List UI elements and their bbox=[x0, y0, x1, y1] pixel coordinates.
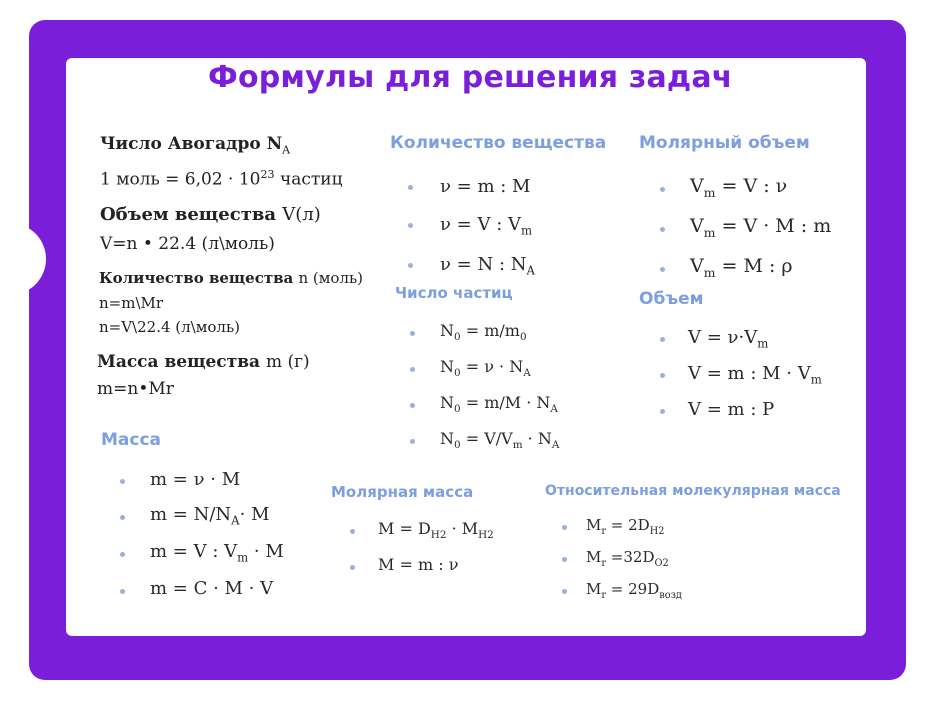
bullet-icon bbox=[660, 337, 665, 342]
list-item: ν = V : $V_m$ bbox=[408, 206, 628, 246]
amount-section-heading: Количество вещества bbox=[390, 133, 607, 153]
volume-formula: V=n • 22.4 (л\моль) bbox=[100, 234, 275, 254]
relative-mass-heading: Относительная молекулярная масса bbox=[545, 483, 841, 499]
list-item: ν = m : M bbox=[408, 170, 628, 206]
list-item: m = ν · M bbox=[120, 464, 330, 499]
relative-mass-formula-list bbox=[562, 512, 762, 608]
bullet-icon bbox=[660, 187, 665, 192]
bullet-icon bbox=[660, 267, 665, 272]
bullet-icon bbox=[120, 515, 125, 520]
bullet-icon bbox=[120, 552, 125, 557]
list-item: V = m : $M \cdot V_m$ bbox=[660, 358, 860, 394]
mass-heading: Масса вещества m (г) bbox=[97, 352, 310, 372]
particles-formula-list bbox=[410, 316, 630, 460]
bullet-icon bbox=[562, 589, 567, 594]
avogadro-formula: 1 моль = $6,02 \cdot 10^{23}$ частиц bbox=[100, 168, 343, 190]
volume-formula-list bbox=[660, 322, 860, 430]
list-item: $N_0 = \nu \cdot N_A$ bbox=[410, 352, 630, 388]
mass-section-heading: Масса bbox=[101, 430, 162, 450]
bullet-icon bbox=[562, 525, 567, 530]
bullet-icon bbox=[350, 565, 355, 570]
list-item: $M_r = 29D_{возд}$ bbox=[562, 576, 762, 608]
amount-formula-2: n=V\22.4 (л\моль) bbox=[99, 318, 240, 336]
list-item: V = m : P bbox=[660, 394, 860, 430]
bullet-icon bbox=[408, 223, 413, 228]
list-item: $V = \nu\cdot V_m$ bbox=[660, 322, 860, 358]
bullet-icon bbox=[410, 331, 415, 336]
molar-volume-heading: Молярный объем bbox=[639, 133, 810, 153]
amount-formula-1: n=m\Mr bbox=[99, 294, 164, 312]
list-item: $M_r =32D_{O2}$ bbox=[562, 544, 762, 576]
bullet-icon bbox=[410, 439, 415, 444]
list-item: $V_m = V$ : ν bbox=[660, 170, 860, 210]
bullet-icon bbox=[660, 409, 665, 414]
list-item: $N_0 = m/M \cdot N_A$ bbox=[410, 388, 630, 424]
list-item: $V_m = V \cdot M$ : m bbox=[660, 210, 860, 250]
volume-heading: Объем вещества V(л) bbox=[100, 204, 321, 225]
mass-formula: m=n•Mr bbox=[97, 379, 174, 399]
particles-heading: Число частиц bbox=[395, 284, 513, 302]
list-item: $M = D_{H2} \cdot M_{H2}$ bbox=[350, 514, 550, 550]
bullet-icon bbox=[562, 557, 567, 562]
bullet-icon bbox=[350, 529, 355, 534]
list-item: M = m : ν bbox=[350, 550, 550, 586]
page-title: Формулы для решения задач bbox=[208, 60, 733, 95]
amount-formula-list bbox=[408, 170, 628, 286]
bullet-icon bbox=[660, 227, 665, 232]
list-item: $N_0 = m/m_0$ bbox=[410, 316, 630, 352]
list-item: m = V : $V_m \cdot M$ bbox=[120, 536, 330, 573]
mass-formula-list bbox=[120, 464, 330, 610]
volume-section-heading: Объем bbox=[639, 289, 704, 309]
avogadro-heading: Число Авогадро $N_A$ bbox=[100, 134, 291, 157]
molar-mass-heading: Молярная масса bbox=[331, 483, 474, 501]
list-item: $M_r = 2D_{H2}$ bbox=[562, 512, 762, 544]
bullet-icon bbox=[410, 403, 415, 408]
bullet-icon bbox=[408, 185, 413, 190]
bullet-icon bbox=[408, 263, 413, 268]
list-item: $N_0 = V/V_m \cdot N_A$ bbox=[410, 424, 630, 460]
list-item: $V_m = M$ : ρ bbox=[660, 250, 860, 290]
bullet-icon bbox=[410, 367, 415, 372]
bullet-icon bbox=[120, 479, 125, 484]
bullet-icon bbox=[120, 589, 125, 594]
list-item: m = C · M · V bbox=[120, 573, 330, 610]
list-item: ν = N : $N_A$ bbox=[408, 246, 628, 286]
amount-heading: Количество вещества n (моль) bbox=[99, 269, 364, 287]
list-item: $m = N/N_A\cdot M$ bbox=[120, 499, 330, 536]
molar-mass-formula-list bbox=[350, 514, 550, 586]
bullet-icon bbox=[660, 373, 665, 378]
molar-volume-formula-list bbox=[660, 170, 860, 290]
